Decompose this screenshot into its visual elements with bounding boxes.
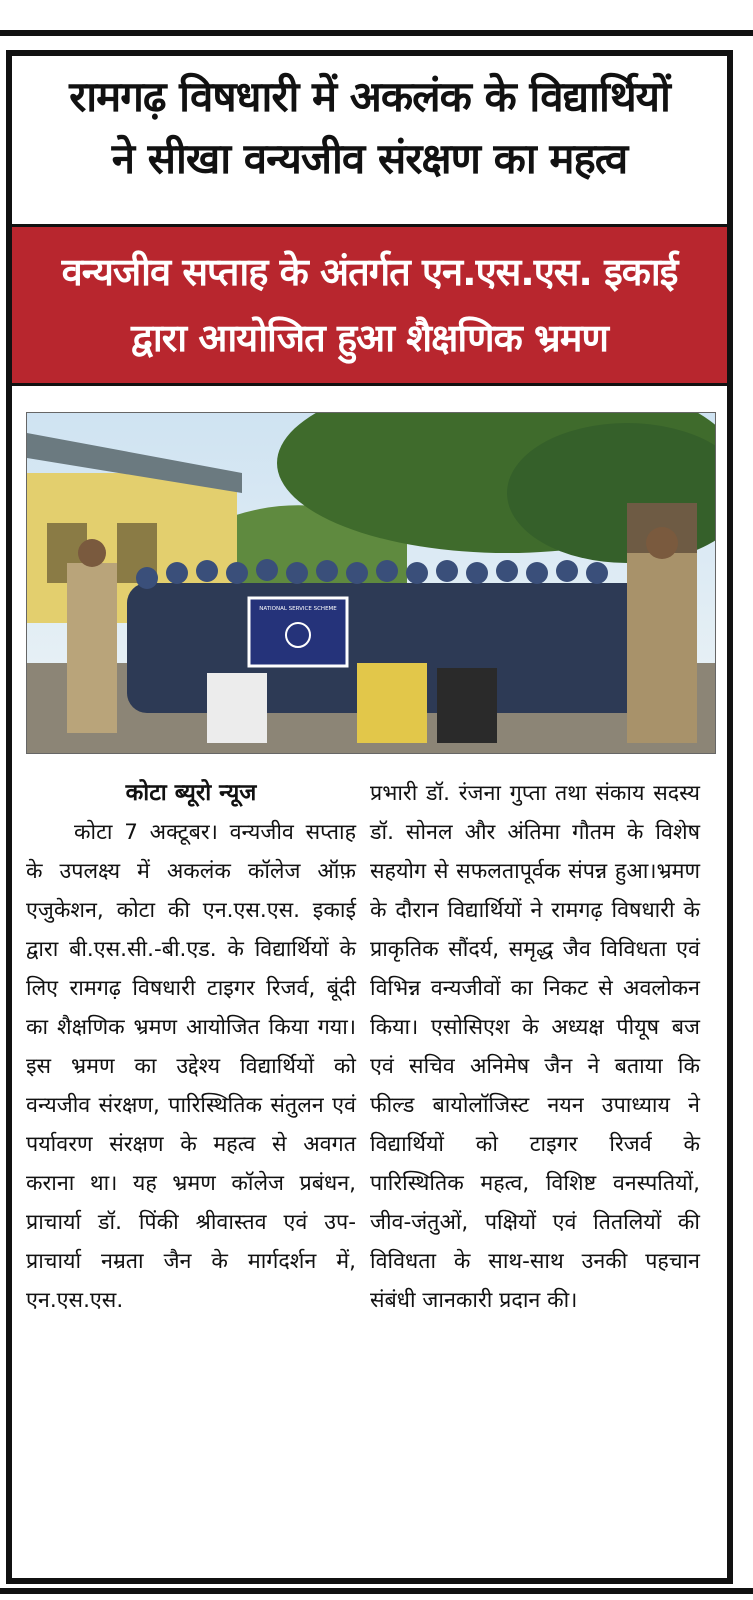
article-column-right xyxy=(370,774,700,1320)
article-text-left: कोटा 7 अक्टूबर। वन्यजीव सप्ताह के उपलक्ष्य में अकलंक कॉलेज ऑफ़ एजुकेशन, कोटा की एन.एस.एस. इकाई द्वारा बी.एस.सी.-बी.एड. के विद्यार्थियों के लिए रामगढ़ विषधारी टाइगर रिजर्व, बूंदी का शैक्षणिक भ्रमण आयोजित किया गया। इस भ्रमण का उद्देश्य विद्यार्थियों को वन्यजीव संरक्षण, पारिस्थितिक संतुलन एवं पर्यावरण संरक्षण के महत्व से अवगत कराना था। यह भ्रमण कॉलेज प्रबंधन, प्राचार्या डॉ. पिंकी श्रीवास्तव एवं उप-प्राचार्या नम्रता जैन के मार्गदर्शन में, एन.एस.एस. xyxy=(26,820,356,1313)
subheadline-line-2: द्वारा आयोजित हुआ शैक्षणिक भ्रमण xyxy=(131,316,608,360)
nss-banner-text: NATIONAL SERVICE SCHEME xyxy=(259,606,337,612)
article-column-left xyxy=(26,774,356,1320)
byline: कोटा ब्यूरो न्यूज xyxy=(125,780,257,806)
previous-article-strip xyxy=(0,0,753,36)
article-frame xyxy=(6,50,733,1584)
subheadline-band xyxy=(12,224,727,386)
headline-line-2: ने सीखा वन्यजीव संरक्षण का महत्व xyxy=(111,134,628,183)
headline xyxy=(12,66,727,190)
group-photo-illustration xyxy=(27,413,715,753)
subheadline-line-1: वन्यजीव सप्ताह के अंतर्गत एन.एस.एस. इकाई xyxy=(61,250,678,294)
headline-line-1: रामगढ़ विषधारी में अकलंक के विद्यार्थियों xyxy=(69,72,670,121)
bottom-rule xyxy=(0,1588,753,1594)
group-photo xyxy=(26,412,716,754)
article-text-right: प्रभारी डॉ. रंजना गुप्ता तथा संकाय सदस्य डॉ. सोनल और अंतिमा गौतम के विशेष सहयोग से सफलतापूर्वक संपन्न हुआ।भ्रमण के दौरान विद्यार्थियों ने रामगढ़ विषधारी के प्राकृतिक सौंदर्य, समृद्ध जैव विविधता एवं विभिन्न वन्यजीवों का निकट से अवलोकन किया। एसोसिएश के अध्यक्ष पीयूष बज एवं सचिव अनिमेष जैन ने बताया कि फील्ड बायोलॉजिस्ट नयन उपाध्याय ने विद्यार्थियों को टाइगर रिजर्व के पारिस्थितिक महत्व, विशिष्ट वनस्पतियों, जीव-जंतुओं, पक्षियों एवं तितलियों की विविधता के साथ-साथ उनकी पहचान संबंधी जानकारी प्रदान की। xyxy=(370,781,700,1313)
